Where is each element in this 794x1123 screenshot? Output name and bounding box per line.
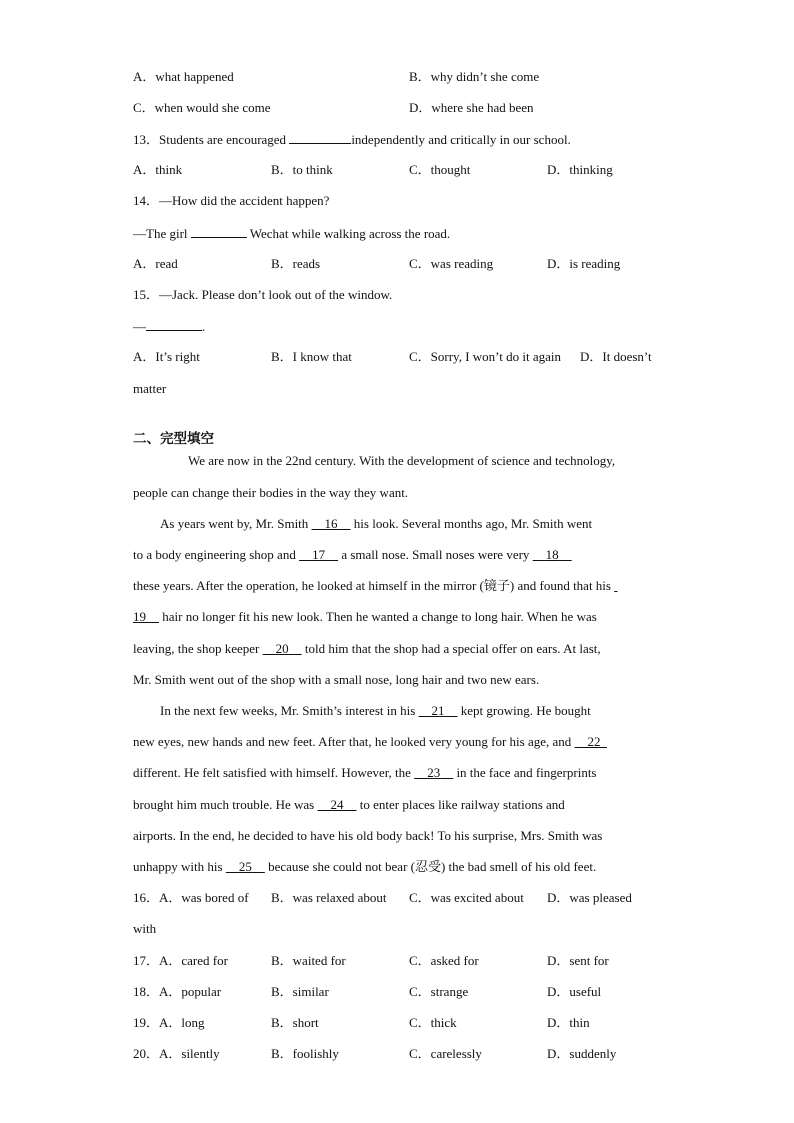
section-title: 二、完型填空	[133, 431, 214, 447]
blank-24	[318, 797, 357, 812]
q13-stem-pre: 13．Students are encouraged	[133, 132, 290, 147]
blank-16	[312, 516, 351, 531]
blank-18-number: 18	[545, 547, 559, 562]
q15-line2-post: .	[202, 319, 206, 334]
text: kept growing. He bought	[457, 703, 591, 718]
passage-p3-line4	[133, 797, 565, 813]
q15-option-c: C．Sorry, I won’t do it again	[409, 349, 562, 364]
passage-p2-line2	[133, 547, 572, 563]
passage-p3-line5: airports. In the end, he decided to have his old body back! To his surprise, Mrs. Smith was	[133, 828, 603, 843]
q14-option-a: A．read	[133, 256, 178, 271]
q18-option-a: 18．A．popular	[133, 984, 222, 999]
passage-p1-line1: We are now in the 22nd century. With the development of science and technology,	[188, 453, 616, 468]
q12-option-b: B．why didn’t she come	[409, 69, 540, 84]
q15-option-b: B．I know that	[271, 349, 352, 364]
q13-option-d: D．thinking	[547, 162, 613, 177]
text: because she could not bear (忍受) the bad smell of his old feet.	[264, 859, 597, 874]
text: a small nose. Small noses were very	[338, 547, 533, 562]
passage-p3-line6	[133, 859, 596, 875]
text: In the next few weeks, Mr. Smith’s interest in his	[160, 703, 419, 718]
text: to enter places like railway stations and	[356, 797, 565, 812]
q17-option-a: 17．A．cared for	[133, 953, 228, 968]
text: hair no longer fit his new look. Then he wanted a change to long hair. When he was	[159, 609, 597, 624]
q15-line2	[133, 318, 205, 335]
q13-stem	[133, 131, 571, 148]
q19-option-d: D．thin	[547, 1015, 590, 1030]
passage-p3-line2	[133, 734, 607, 750]
passage-p2-line6: Mr. Smith went out of the shop with a small nose, long hair and two new ears.	[133, 672, 540, 687]
q17-option-c: C．asked for	[409, 953, 479, 968]
q15-line2-pre: —	[133, 319, 146, 334]
blank-19-start	[614, 578, 617, 593]
q15-option-d: D．It doesn’t	[580, 349, 652, 364]
text: told him that the shop had a special offer on ears. At last,	[301, 641, 601, 656]
q15-option-d-cont: matter	[133, 381, 167, 396]
text: As years went by, Mr. Smith	[160, 516, 312, 531]
blank-17	[299, 547, 338, 562]
q14-option-c: C．was reading	[409, 256, 494, 271]
blank-23	[414, 765, 453, 780]
blank-19-number: 19	[133, 609, 146, 624]
text: leaving, the shop keeper	[133, 641, 263, 656]
q19-option-a: 19．A．long	[133, 1015, 205, 1030]
q12-option-a: A．what happened	[133, 69, 234, 84]
text: brought him much trouble. He was	[133, 797, 318, 812]
passage-p2-line4	[133, 609, 597, 625]
blank-23-number: 23	[427, 765, 441, 780]
q13-option-b: B．to think	[271, 162, 333, 177]
passage-p3-line1	[160, 703, 591, 719]
q16-option-d-cont: with	[133, 921, 157, 936]
q19-option-b: B．short	[271, 1015, 319, 1030]
q12-option-c: C．when would she come	[133, 100, 271, 115]
q18-option-b: B．similar	[271, 984, 329, 999]
blank-24-number: 24	[330, 797, 344, 812]
text: his look. Several months ago, Mr. Smith went	[350, 516, 593, 531]
q16-option-d: D．was pleased	[547, 890, 632, 905]
q18-option-d: D．useful	[547, 984, 602, 999]
q13-stem-post: independently and critically in our school.	[351, 132, 571, 147]
q20-option-a: 20．A．silently	[133, 1046, 220, 1061]
q15-option-a: A．It’s right	[133, 349, 200, 364]
q14-option-d: D．is reading	[547, 256, 621, 271]
text: these years. After the operation, he looked at himself in the mirror (镜子) and found that his	[133, 578, 615, 593]
blank-20-number: 20	[275, 641, 289, 656]
text: new eyes, new hands and new feet. After that, he looked very young for his age, and	[133, 734, 575, 749]
passage-p1-line2: people can change their bodies in the way they want.	[133, 485, 409, 500]
q16-option-c: C．was excited about	[409, 890, 524, 905]
q14-stem: 14．—How did the accident happen?	[133, 193, 330, 208]
q14-line2-post: Wechat while walking across the road.	[246, 226, 451, 241]
blank-18	[533, 547, 572, 562]
text: different. He felt satisfied with himself. However, the	[133, 765, 415, 780]
blank-25	[226, 859, 265, 874]
q14-option-b: B．reads	[271, 256, 321, 271]
q12-option-d: D．where she had been	[409, 100, 534, 115]
blank-17-number: 17	[312, 547, 326, 562]
passage-p2-line1	[160, 516, 592, 532]
blank-21	[419, 703, 458, 718]
q20-option-d: D．suddenly	[547, 1046, 617, 1061]
text: to a body engineering shop and	[133, 547, 300, 562]
q16-option-b: B．was relaxed about	[271, 890, 387, 905]
q15-blank	[146, 318, 202, 331]
q13-option-c: C．thought	[409, 162, 471, 177]
blank-25-number: 25	[238, 859, 252, 874]
q18-option-c: C．strange	[409, 984, 469, 999]
q20-option-b: B．foolishly	[271, 1046, 339, 1061]
passage-p2-line3	[133, 578, 617, 594]
q13-option-a: A．think	[133, 162, 183, 177]
text: in the face and fingerprints	[453, 765, 597, 780]
blank-22-number: 22	[587, 734, 601, 749]
q14-blank	[191, 225, 247, 238]
text: unhappy with his	[133, 859, 226, 874]
q17-option-d: D．sent for	[547, 953, 609, 968]
q17-option-b: B．waited for	[271, 953, 346, 968]
blank-20	[263, 641, 302, 656]
q15-stem: 15．—Jack. Please don’t look out of the window.	[133, 287, 393, 302]
q14-line2	[133, 225, 450, 242]
passage-p3-line3	[133, 765, 597, 781]
q13-blank	[289, 131, 351, 144]
q20-option-c: C．carelessly	[409, 1046, 482, 1061]
blank-16-number: 16	[324, 516, 338, 531]
passage-p2-line5	[133, 641, 601, 657]
q16-option-a: 16．A．was bored of	[133, 890, 249, 905]
q19-option-c: C．thick	[409, 1015, 457, 1030]
q14-line2-pre: —The girl	[133, 226, 191, 241]
blank-21-number: 21	[431, 703, 445, 718]
blank-19	[133, 609, 159, 624]
blank-22	[575, 734, 608, 749]
